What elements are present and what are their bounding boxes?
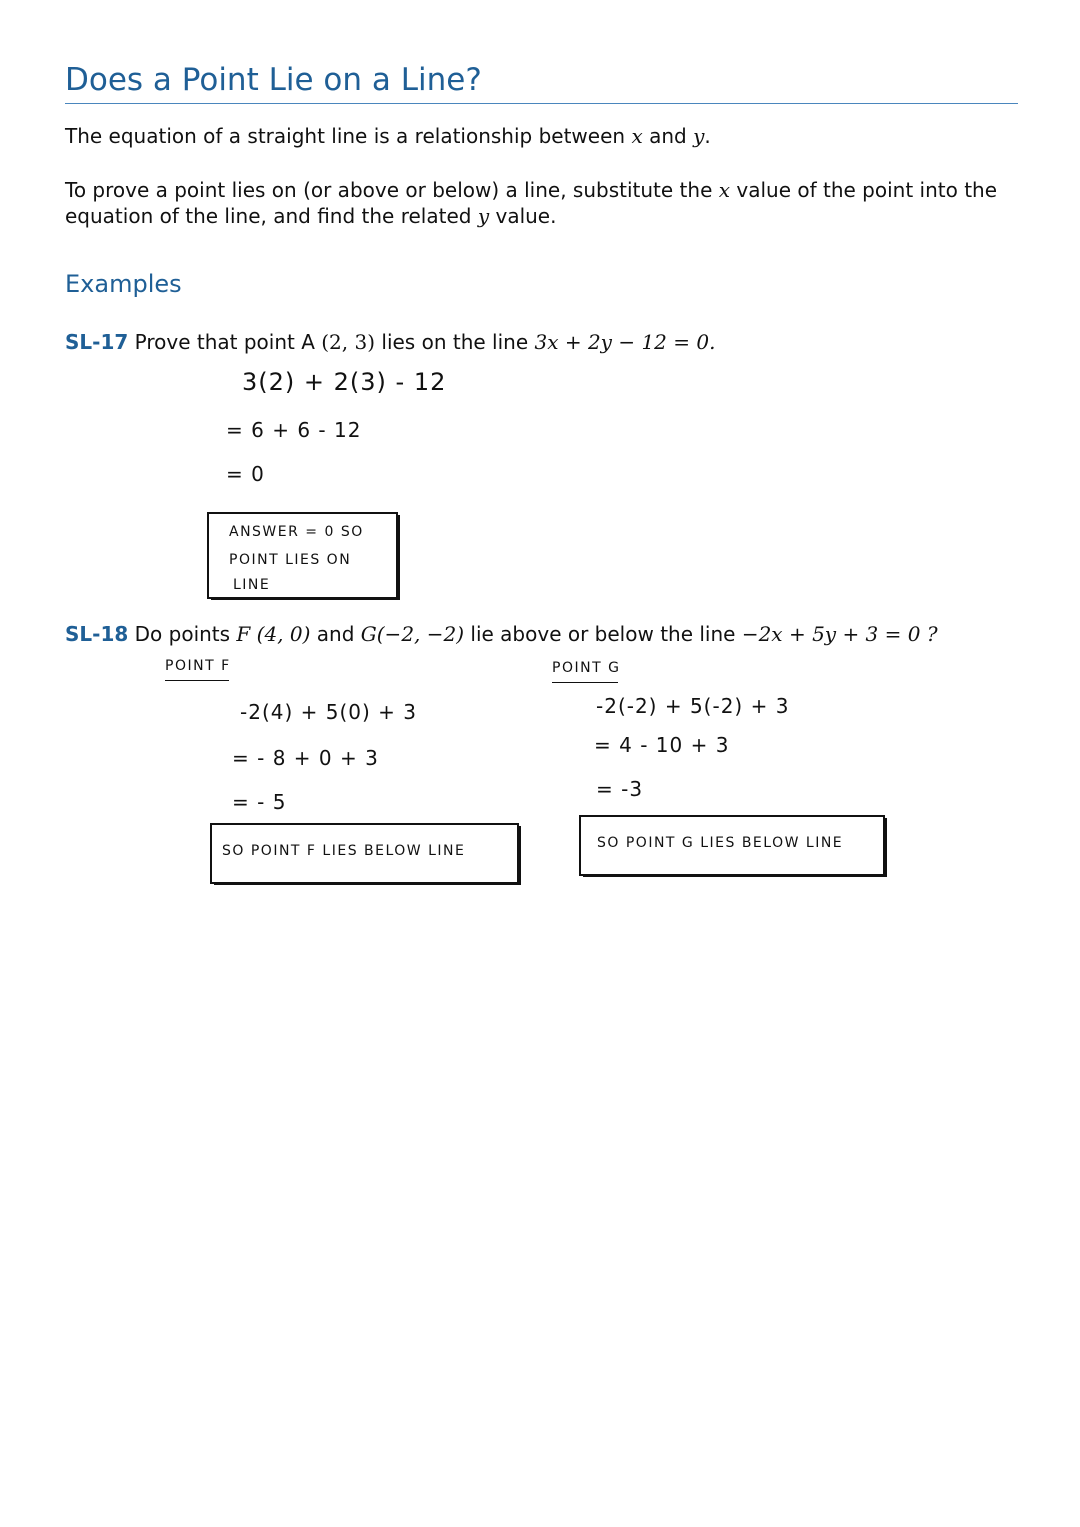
point-g-work-line-3: = -3 bbox=[596, 777, 644, 801]
point-g-work-line-1: -2(-2) + 5(-2) + 3 bbox=[596, 694, 790, 718]
point-f-work-line-3: = - 5 bbox=[232, 790, 287, 814]
sl17-work-line-3: = 0 bbox=[226, 462, 265, 486]
intro-paragraph-2: To prove a point lies on (or above or below) a line, substitute the x value of the point into the equation of the line, and find the related y value. bbox=[65, 178, 998, 228]
sl17-answer-line-2: POINT LIES ON bbox=[229, 552, 352, 568]
point-g-answer: SO POINT G LIES BELOW LINE bbox=[597, 835, 844, 851]
title-rule bbox=[65, 103, 1018, 104]
page-title: Does a Point Lie on a Line? bbox=[65, 62, 482, 98]
sl17-answer-line-1: ANSWER = 0 SO bbox=[229, 524, 364, 540]
sl17-id: SL-17 bbox=[65, 330, 129, 354]
point-g-work-line-2: = 4 - 10 + 3 bbox=[594, 733, 730, 757]
sl17-question: SL-17 Prove that point A (2, 3) lies on the line 3x + 2y − 12 = 0. bbox=[65, 330, 716, 354]
point-f-work-line-1: -2(4) + 5(0) + 3 bbox=[240, 700, 417, 724]
examples-heading: Examples bbox=[65, 270, 182, 298]
point-f-heading: POINT F bbox=[165, 658, 229, 681]
point-f-answer: SO POINT F LIES BELOW LINE bbox=[222, 843, 466, 859]
point-g-answer-box bbox=[579, 815, 885, 876]
point-g-heading: POINT G bbox=[552, 660, 618, 683]
point-f-work-line-2: = - 8 + 0 + 3 bbox=[232, 746, 379, 770]
sl17-answer-line-3: LINE bbox=[233, 577, 271, 593]
intro-paragraph-1: The equation of a straight line is a relationship between x and y. bbox=[65, 124, 711, 148]
sl18-id: SL-18 bbox=[65, 622, 129, 646]
point-f-answer-box bbox=[210, 823, 519, 884]
sl17-work-line-1: 3(2) + 2(3) - 12 bbox=[242, 368, 447, 396]
sl17-work-line-2: = 6 + 6 - 12 bbox=[226, 418, 362, 442]
sl18-question: SL-18 Do points F (4, 0) and G(−2, −2) lie above or below the line −2x + 5y + 3 = 0 ? bbox=[65, 622, 938, 646]
sl17-answer-box bbox=[207, 512, 398, 599]
